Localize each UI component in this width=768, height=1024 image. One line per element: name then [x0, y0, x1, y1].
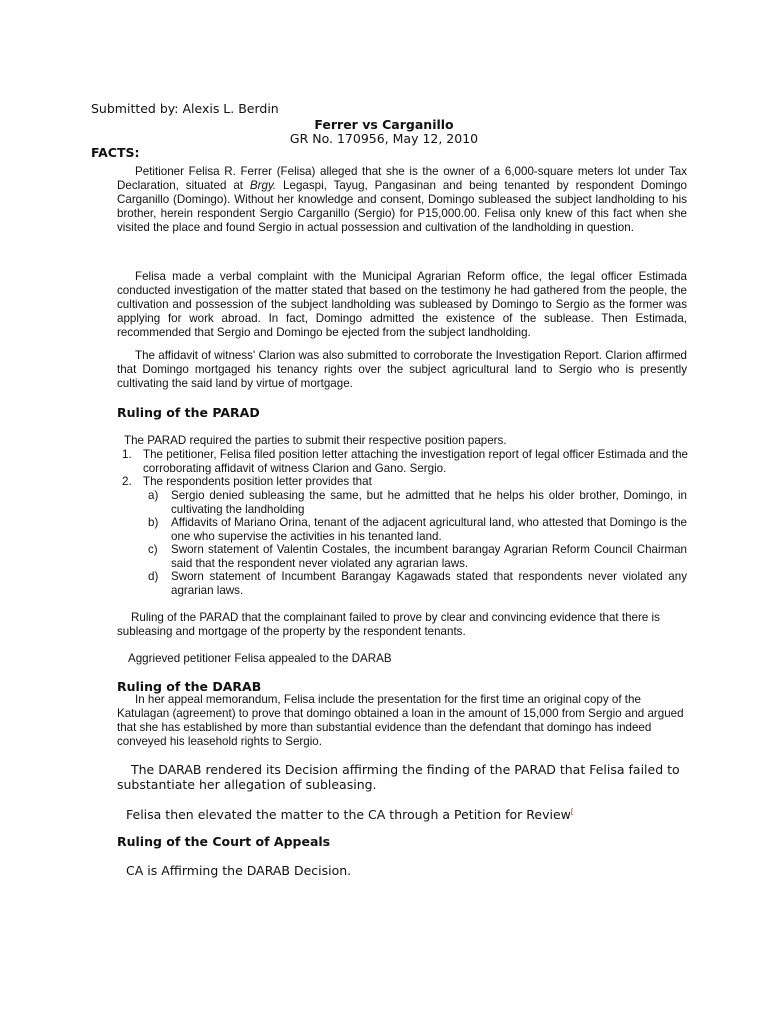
facts-paragraph-2: Felisa made a verbal complaint with the Municipal Agrarian Reform office, the legal officer Estimada conducted investigation of the matter stated that based on the testimony he had gathered from the people, the cultivation and possession of the subject landholding was subleased by Domingo to Sergio as the former was applying for work abroad. In fact, Domingo admitted the existence of the sublease. Then Estimada, recommended that Sergio and Domingo be ejected from the subject landholding.	[117, 270, 687, 339]
parad-subitem-d	[148, 570, 688, 600]
darab-paragraph-1: In her appeal memorandum, Felisa include the presentation for the first time an original copy of the Katulagan (agreement) to prove that domingo obtained a loan in the amount of 15,000 from Sergio and argued that she has established by more than substantial evidence than the defendant that domingo has indeed conveyed his leasehold rights to Sergio.	[117, 693, 684, 748]
darab-paragraph-3	[126, 805, 706, 822]
facts-p1-emphasis: Brgy.	[249, 179, 277, 192]
list-text: The petitioner, Felisa filed position letter attaching the investigation report of legal officer Estimada and the corroborating affidavit of witness Clarion and Gano. Sergio.	[143, 448, 688, 475]
facts-p1-text-cont: Legaspi, Tayug, Pangasinan and being tenanted by respondent Domingo Carganillo (Domingo). Without her knowledge and consent, Domingo subleased the subject landholding to his brother, herein respondent Sergio Carganillo (Sergio) for P15,000.00. Felisa only knew of this fact when she visited the place and found Sergio in actual possession and cultivation of the landholding in question.	[117, 179, 687, 234]
list-letter: b)	[148, 516, 159, 529]
darab-heading: Ruling of the DARAB	[117, 679, 262, 694]
list-number: 2.	[122, 475, 132, 488]
case-title: Ferrer vs Carganillo	[314, 117, 454, 132]
list-text: Sworn statement of Valentin Costales, the incumbent barangay Agrarian Reform Council Chairman said that the respondent never violated any agrarian laws.	[171, 543, 687, 570]
facts-heading: FACTS:	[91, 145, 140, 160]
ca-heading: Ruling of the Court of Appeals	[117, 834, 331, 849]
parad-ruling: Ruling of the PARAD that the complainant failed to prove by clear and convincing evidence that there is subleasing and mortgage of the property by the respondent tenants.	[117, 611, 660, 638]
darab-p3-text: Felisa then elevated the matter to the CA through a Petition for Review	[126, 807, 571, 823]
parad-subitem-c	[148, 543, 688, 573]
darab-paragraph-2: The DARAB rendered its Decision affirming the finding of the PARAD that Felisa failed to substantiate her allegation of subleasing.	[117, 762, 680, 792]
list-number: 1.	[122, 448, 132, 461]
list-letter: d)	[148, 570, 159, 583]
facts-paragraph-3: The affidavit of witness' Clarion was also submitted to corroborate the Investigation Report. Clarion affirmed that Domingo mortgaged his tenancy rights over the subject agricultural land to Sergio who is presently cultivating the said land by virtue of mortgage.	[117, 349, 687, 390]
parad-list-item-1	[122, 448, 688, 478]
footnote-marker[interactable]: [	[570, 808, 574, 816]
parad-subitem-b	[148, 516, 688, 546]
ca-ruling: CA is Affirming the DARAB Decision.	[126, 863, 352, 878]
list-text: Sergio denied subleasing the same, but he admitted that he helps his older brother, Domingo, in cultivating the landholding	[171, 489, 687, 516]
list-letter: c)	[148, 543, 158, 556]
parad-appeal: Aggrieved petitioner Felisa appealed to the DARAB	[128, 652, 392, 665]
submitted-by: Submitted by: Alexis L. Berdin	[91, 101, 279, 116]
list-text: Sworn statement of Incumbent Barangay Kagawads stated that respondents never violated any agrarian laws.	[171, 570, 687, 597]
parad-heading: Ruling of the PARAD	[117, 405, 260, 420]
list-text: The respondents position letter provides that	[143, 475, 372, 488]
list-letter: a)	[148, 489, 159, 502]
parad-subitem-a	[148, 489, 688, 519]
list-text: Affidavits of Mariano Orina, tenant of the adjacent agricultural land, who attested that Domingo is the one who supervise the activities in his tenanted land.	[171, 516, 687, 543]
facts-p1-text: Petitioner Felisa R. Ferrer (Felisa) alleged that she is the owner of a 6,000-square meters lot under Tax Declaration, situated at	[117, 165, 687, 192]
gr-number: GR No. 170956, May 12, 2010	[289, 131, 479, 146]
facts-paragraph-1	[117, 165, 687, 235]
parad-intro: The PARAD required the parties to submit their respective position papers.	[124, 434, 507, 447]
